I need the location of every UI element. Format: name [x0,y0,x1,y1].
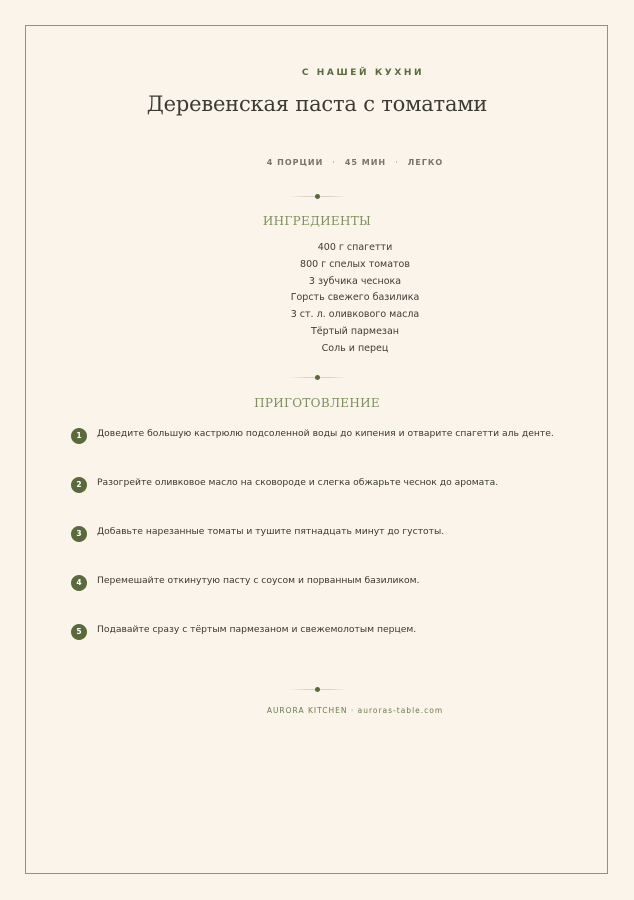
preparation-steps [71,426,571,671]
step-number-badge: 2 [71,477,87,493]
page-kicker: С НАШЕЙ КУХНИ [301,68,425,78]
step-text: Доведите большую кастрюлю подсоленной воды до кипения и отварите спагетти аль денте. [97,428,554,439]
ingredients-heading: ИНГРЕДИЕНТЫ [262,214,372,228]
step-number-badge: 1 [71,428,87,444]
divider-dot-icon [315,375,320,380]
ingredients-list [0,240,634,358]
recipe-meta [38,158,634,167]
step-number-badge: 4 [71,575,87,591]
step-text: Перемешайте откинутую пасту с соусом и порванным базиликом. [97,575,420,586]
ingredient-item: 3 ст. л. оливкового масла [290,309,420,321]
step-item [71,475,571,524]
step-text: Разогрейте оливковое масло на сковороде и слегка обжарьте чеснок до аромата. [97,477,499,488]
divider-dot-icon [315,687,320,692]
divider-dot-icon [315,194,320,199]
footer-text: AURORA KITCHEN · auroras-table.com [266,706,444,715]
time-label: 45 МИН [344,158,387,167]
servings-label: 4 ПОРЦИИ [266,158,324,167]
step-number-badge: 3 [71,526,87,542]
ingredient-item: 3 зубчика чеснока [308,275,402,287]
ingredient-item: Соль и перец [321,342,389,354]
section-divider [289,375,347,380]
step-item [71,524,571,573]
ingredient-item: Тёртый пармезан [310,325,400,337]
step-number-badge: 5 [71,624,87,640]
ingredient-item: Горсть свежего базилика [290,292,420,304]
meta-separator: · [332,158,336,167]
section-divider [289,687,347,692]
step-item [71,622,571,671]
step-item [71,573,571,622]
step-item [71,426,571,475]
step-text: Подавайте сразу с тёртым пармезаном и свежемолотым перцем. [97,624,417,635]
meta-separator: · [395,158,399,167]
ingredient-item: 400 г спагетти [317,242,393,253]
step-text: Добавьте нарезанные томаты и тушите пятнадцать минут до густоты. [97,526,445,537]
difficulty-label: ЛЕГКО [407,158,444,167]
ingredient-item: 800 г спелых томатов [300,258,410,270]
page-title: Деревенская паста с томатами [146,92,488,116]
preparation-heading: ПРИГОТОВЛЕНИЕ [254,396,380,410]
section-divider [289,194,347,199]
